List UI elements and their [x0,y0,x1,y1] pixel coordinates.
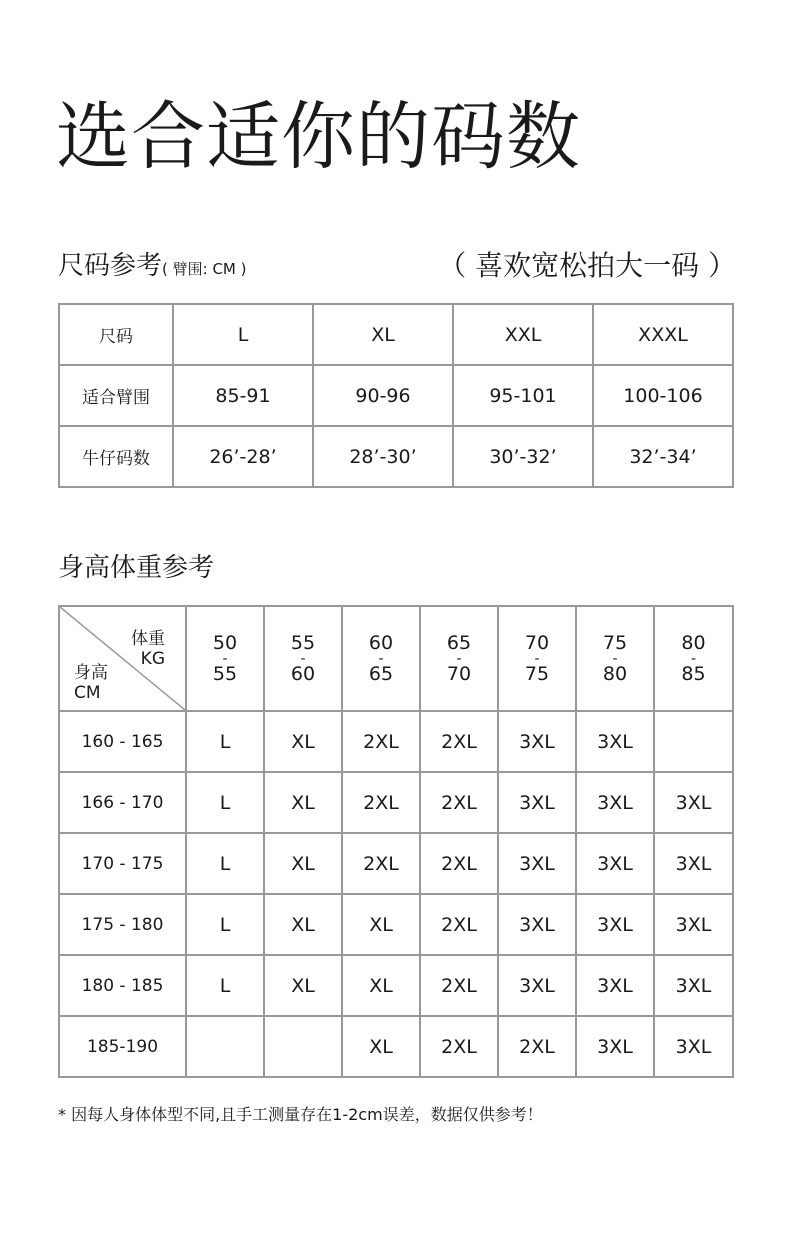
table-cell: 85-91 [173,365,313,426]
table-cell: 26’-28’ [173,426,313,487]
size-cell: 2XL [342,711,420,772]
size-cell: L [186,772,264,833]
corner-weight-label [131,629,165,669]
size-cell: XL [342,1016,420,1077]
size-cell: 3XL [498,833,576,894]
table-cell: 95-101 [453,365,593,426]
size-cell: 2XL [420,1016,498,1077]
table-row [59,894,733,955]
weight-header-cell: 70 - 75 [498,606,576,711]
table-cell: 32’-34’ [593,426,733,487]
table-cell: 90-96 [313,365,453,426]
size-cell: 2XL [420,772,498,833]
table-row [59,1016,733,1077]
size-cell: 3XL [654,894,733,955]
height-range-cell: 180 - 185 [59,955,186,1016]
size-cell: 3XL [576,833,654,894]
table-row [59,365,733,426]
corner-weight-text: 体重 [131,629,165,649]
hw-ref-table [58,605,734,1078]
size-ref-heading-text: 尺码参考 [58,251,163,281]
weight-header-cell: 75 - 80 [576,606,654,711]
size-cell: 2XL [342,833,420,894]
size-cell: L [186,894,264,955]
corner-height-unit: CM [74,683,101,703]
table-cell: 100-106 [593,365,733,426]
corner-weight-unit: KG [140,649,165,669]
size-cell: XL [264,894,342,955]
loose-fit-note: （ 喜欢宽松拍大一码 ） [438,249,736,282]
size-cell [654,711,733,772]
weight-header-cell: 55 - 60 [264,606,342,711]
size-cell: XL [342,955,420,1016]
row-label: 适合臂围 [59,365,173,426]
header-cell: 尺码 [59,304,173,365]
size-cell: 3XL [498,955,576,1016]
height-range-cell: 170 - 175 [59,833,186,894]
size-cell: 3XL [498,772,576,833]
height-range-cell: 185-190 [59,1016,186,1077]
size-cell: 3XL [576,894,654,955]
table-row [59,772,733,833]
table-cell: 28’-30’ [313,426,453,487]
header-cell: XXL [453,304,593,365]
weight-header-cell: 50 - 55 [186,606,264,711]
size-cell: 3XL [576,955,654,1016]
table-row [59,711,733,772]
size-cell: 2XL [420,894,498,955]
header-cell: L [173,304,313,365]
table-header-row [59,304,733,365]
height-range-cell: 175 - 180 [59,894,186,955]
size-cell: XL [342,894,420,955]
table-row [59,955,733,1016]
size-ref-heading [58,250,247,285]
row-label: 牛仔码数 [59,426,173,487]
size-cell: 3XL [576,1016,654,1077]
page-title: 选合适你的码数 [56,94,581,180]
header-cell: XXXL [593,304,733,365]
table-row [59,426,733,487]
size-cell [264,1016,342,1077]
size-cell: 3XL [576,711,654,772]
size-cell: 2XL [342,772,420,833]
size-cell: 3XL [576,772,654,833]
size-cell: XL [264,955,342,1016]
size-cell: 2XL [498,1016,576,1077]
size-cell: 2XL [420,711,498,772]
corner-height-text: 身高 [74,663,108,683]
size-cell: 3XL [654,772,733,833]
corner-cell [59,606,186,711]
weight-header-cell: 60 - 65 [342,606,420,711]
size-cell: XL [264,772,342,833]
height-range-cell: 160 - 165 [59,711,186,772]
size-cell [186,1016,264,1077]
size-cell: 3XL [654,955,733,1016]
table-header-row [59,606,733,711]
size-ref-heading-note: ( 臂围: CM ) [162,260,247,278]
size-cell: L [186,955,264,1016]
size-cell: L [186,833,264,894]
size-cell: 3XL [654,1016,733,1077]
weight-header-cell: 80 - 85 [654,606,733,711]
size-cell: 3XL [498,711,576,772]
size-cell: 2XL [420,955,498,1016]
weight-header-cell: 65 - 70 [420,606,498,711]
hw-ref-heading: 身高体重参考 [58,553,215,583]
height-range-cell: 166 - 170 [59,772,186,833]
size-cell: XL [264,833,342,894]
table-row [59,833,733,894]
header-cell: XL [313,304,453,365]
size-cell: L [186,711,264,772]
size-cell: 3XL [498,894,576,955]
size-cell: 3XL [654,833,733,894]
size-ref-table [58,303,734,488]
footnote: * 因每人身体体型不同,且手工测量存在1-2cm误差，数据仅供参考！ [58,1105,543,1124]
size-cell: XL [264,711,342,772]
table-cell: 30’-32’ [453,426,593,487]
size-cell: 2XL [420,833,498,894]
corner-height-label [74,663,108,703]
